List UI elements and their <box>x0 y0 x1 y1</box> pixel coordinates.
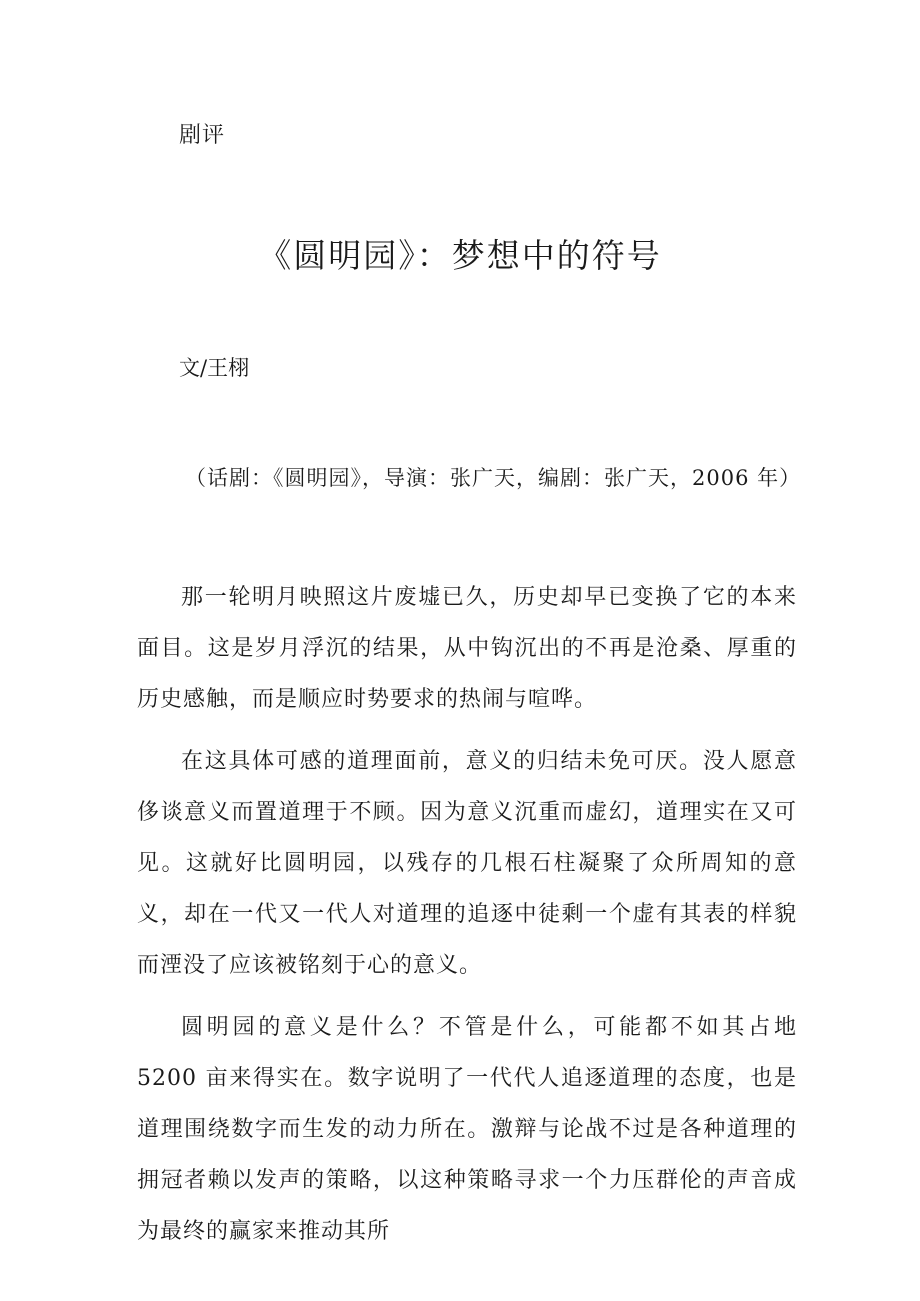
paragraph: 在这具体可感的道理面前，意义的归结未免可厌。没人愿意侈谈意义而置道理于不顾。因为意义沉重而虚幻，道理实在又可见。这就好比圆明园，以残存的几根石柱凝聚了众所周知的意义，却在一代又一代人对道理的追逐中徒剩一个虚有其表的样貌而湮没了应该被铭刻于心的意义。 <box>137 749 797 978</box>
paragraph: 圆明园的意义是什么？不管是什么，可能都不如其占地 5200 亩来得实在。数字说明了一代代人追逐道理的态度，也是道理围绕数字而生发的动力所在。激辩与论战不过是各种道理的拥冠者赖以发声的策略，以这种策略寻求一个力压群伦的声音成为最终的赢家来推动其所 <box>137 1015 797 1244</box>
article-title: 《圆明园》：梦想中的符号 <box>258 236 662 275</box>
play-info: （话剧：《圆明园》，导演：张广天，编剧：张广天，2006 年） <box>185 466 802 490</box>
paragraph: 那一轮明月映照这片废墟已久，历史却早已变换了它的本来面目。这是岁月浮沉的结果，从中钩沉出的不再是沧桑、厚重的历史感触，而是顺应时势要求的热闹与喧哗。 <box>137 585 797 712</box>
author-line: 文/王栩 <box>179 356 250 380</box>
category-label: 剧评 <box>179 123 226 148</box>
article-body <box>137 572 797 1268</box>
